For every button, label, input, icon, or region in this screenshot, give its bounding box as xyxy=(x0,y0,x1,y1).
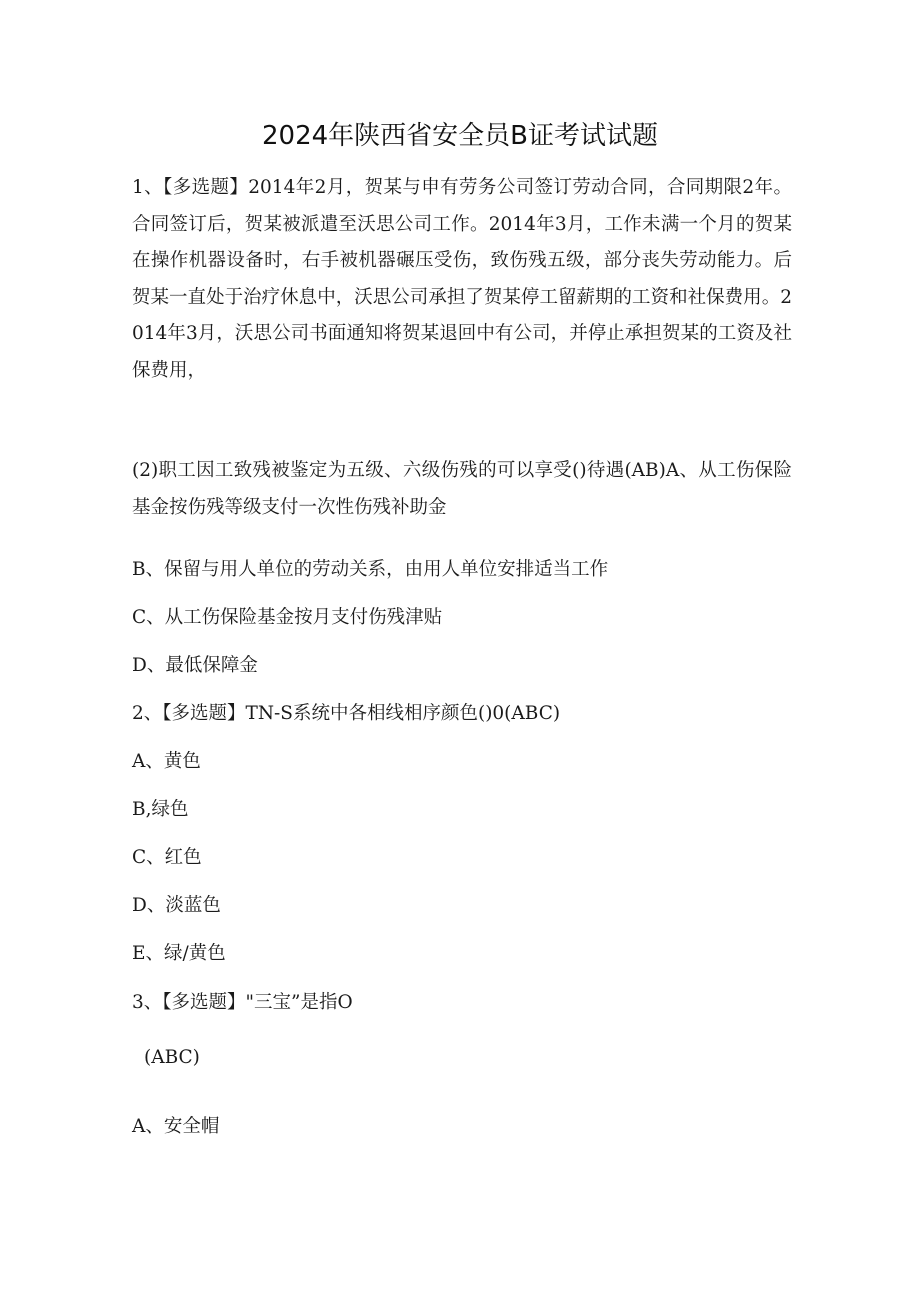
question-1-option-b: B、保留与用人单位的劳动关系，由用人单位安排适当工作 xyxy=(132,559,609,580)
question-3-answer: (ABC) xyxy=(144,1047,200,1068)
question-2-option-e: E、绿/黄色 xyxy=(132,943,226,964)
document-title: 2024年陕西省安全员B证考试试题 xyxy=(261,121,658,151)
question-2-option-b: B,绿色 xyxy=(132,799,189,820)
question-1-option-c: C、从工伤保险基金按月支付伤残津贴 xyxy=(132,607,443,628)
question-3-text: 3、【多选题】"三宝”是指O xyxy=(132,992,353,1013)
question-2-text: 2、【多选题】TN-S系统中各相线相序颜色()0(ABC) xyxy=(132,703,561,724)
question-2-option-c: C、红色 xyxy=(132,847,202,868)
question-3-option-a: A、安全帽 xyxy=(132,1116,220,1137)
question-1-sub-question: (2)职工因工致残被鉴定为五级、六级伤残的可以享受()待遇(AB)A、从工伤保险基金按伤残等级支付一次性伤残补助金 xyxy=(132,460,792,518)
question-1-text: 1、【多选题】2014年2月，贺某与申有劳务公司签订劳动合同，合同期限2年。合同签订后，贺某被派遣至沃思公司工作。2014年3月，工作未满一个月的贺某在操作机器设备时，右手被机器碾压受伤，致伤残五级，部分丧失劳动能力。后贺某一直处于治疗休息中，沃思公司承担了贺某停工留薪期的工资和社保费用。2014年3月，沃思公司书面通知将贺某退回中有公司，并停止承担贺某的工资及社保费用， xyxy=(132,177,792,381)
question-2-option-a: A、黄色 xyxy=(132,751,201,772)
question-1-option-d: D、最低保障金 xyxy=(132,655,258,676)
question-2-option-d: D、淡蓝色 xyxy=(132,895,221,916)
